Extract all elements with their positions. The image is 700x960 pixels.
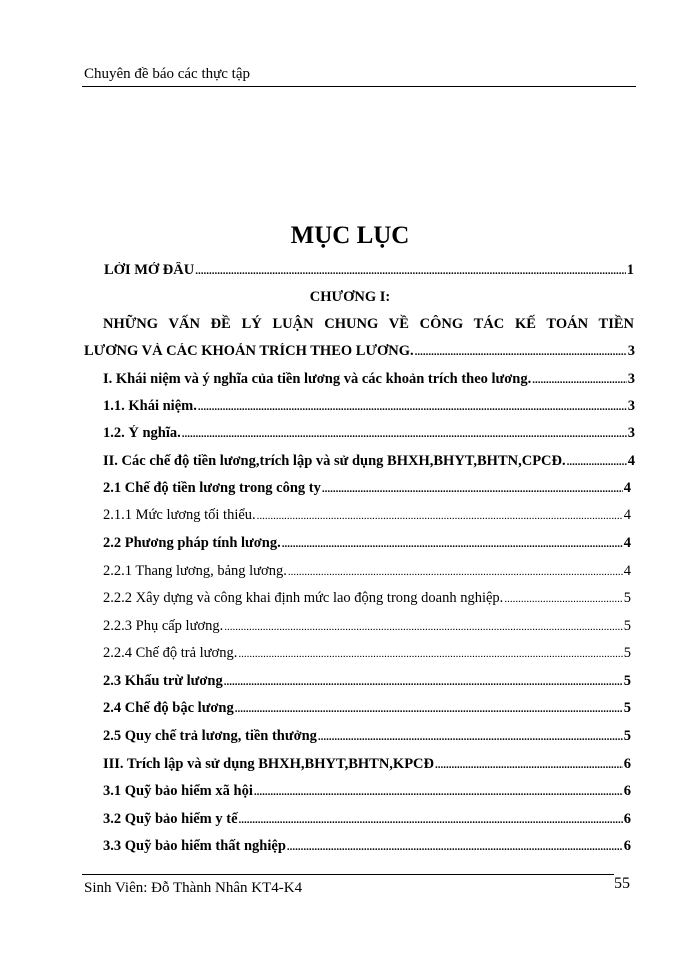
toc-entry-chapter-1[interactable]: [84, 343, 635, 360]
toc-entry-page: 3: [627, 343, 635, 359]
toc-entry-2-1-1[interactable]: [103, 507, 631, 524]
toc-entry-page: 3: [627, 425, 635, 441]
dot-leader: [224, 676, 623, 688]
toc-entry-section-III[interactable]: [103, 756, 631, 773]
toc-entry-page: 3: [627, 398, 635, 414]
dot-leader: [415, 346, 627, 358]
dot-leader: [257, 510, 623, 522]
footer-rule: [82, 874, 614, 875]
dot-leader: [224, 621, 623, 633]
toc-entry-label: 2.1 Chế độ tiền lương trong công ty: [103, 480, 321, 496]
toc-entry-1-2[interactable]: [103, 425, 635, 442]
toc-entry-2-2-4[interactable]: [103, 645, 631, 662]
toc-entry-page: 6: [623, 811, 631, 827]
page-title: MỤC LỤC: [290, 222, 410, 249]
dot-leader: [435, 759, 623, 771]
toc-entry-page: 5: [623, 645, 631, 661]
toc-entry-label: 2.2.2 Xây dựng và công khai định mức lao động trong doanh nghiệp.: [103, 590, 504, 606]
toc-entry-3-3[interactable]: [103, 838, 631, 855]
toc-entry-label: I. Khái niệm và ý nghĩa của tiền lương và các khoản trích theo lương.: [103, 371, 532, 387]
toc-entry-label: 1.1. Khái niệm.: [103, 398, 197, 414]
chapter-label: CHƯƠNG I:: [309, 289, 391, 305]
dot-leader: [195, 265, 626, 277]
toc-entry-page: 5: [623, 590, 631, 606]
toc-entry-page: 5: [623, 673, 631, 689]
toc-entry-page: 4: [623, 480, 631, 496]
toc-entry-label: LƯƠNG VÀ CÁC KHOẢN TRÍCH THEO LƯƠNG.: [84, 343, 414, 359]
dot-leader: [504, 593, 622, 605]
toc-entry-label: 2.3 Khấu trừ lương: [103, 673, 223, 689]
dot-leader: [238, 648, 622, 660]
toc-entry-page: 6: [623, 756, 631, 772]
chapter-title-line1: NHỮNG VẤN ĐỀ LÝ LUẬN CHUNG VỀ CÔNG TÁC KẾ TOÁN TIỀN: [103, 316, 634, 332]
toc-entry-page: 6: [623, 838, 631, 854]
dot-leader: [567, 456, 627, 468]
toc-entry-page: 6: [623, 783, 631, 799]
dot-leader: [288, 566, 623, 578]
toc-entry-page: 4: [623, 563, 631, 579]
dot-leader: [287, 841, 623, 853]
footer-page-number: 55: [614, 875, 630, 892]
dot-leader: [532, 374, 627, 386]
toc-entry-label: 2.2.3 Phụ cấp lương.: [103, 618, 224, 634]
header-rule: [82, 86, 636, 87]
toc-entry-section-I[interactable]: [103, 371, 635, 388]
toc-entry-label: 2.2.4 Chế độ trả lương.: [103, 645, 238, 661]
dot-leader: [182, 428, 627, 440]
toc-entry-page: 5: [623, 700, 631, 716]
toc-entry-label: 3.1 Quỹ bảo hiểm xã hội: [103, 783, 253, 799]
toc-entry-intro[interactable]: [104, 262, 634, 279]
toc-entry-label: 2.4 Chế độ bậc lương: [103, 700, 234, 716]
toc-entry-section-II[interactable]: [103, 453, 635, 470]
toc-entry-page: 5: [623, 728, 631, 744]
toc-entry-label: 3.2 Quỹ bảo hiểm y tế: [103, 811, 238, 827]
toc-entry-2-2-1[interactable]: [103, 563, 631, 580]
toc-entry-label: II. Các chế độ tiền lương,trích lập và sử dụng BHXH,BHYT,BHTN,CPCĐ.: [103, 453, 566, 469]
footer-student: Sinh Viên: Đỗ Thành Nhân KT4-K4: [84, 880, 303, 896]
dot-leader: [322, 483, 623, 495]
toc-entry-label: 2.5 Quy chế trả lương, tiền thưởng: [103, 728, 317, 744]
toc-entry-3-1[interactable]: [103, 783, 631, 800]
toc-entry-page: 4: [627, 453, 635, 469]
toc-entry-page: 5: [623, 618, 631, 634]
toc-entry-page: 1: [626, 262, 634, 278]
toc-entry-page: 3: [627, 371, 635, 387]
toc-entry-2-1[interactable]: [103, 480, 631, 497]
toc-entry-label: LỜI MỞ ĐẦU: [104, 262, 195, 278]
toc-entry-label: III. Trích lập và sử dụng BHXH,BHYT,BHTN,KPCĐ: [103, 756, 434, 772]
toc-entry-page: 4: [623, 507, 631, 523]
toc-entry-label: 3.3 Quỹ bảo hiểm thất nghiệp: [103, 838, 286, 854]
dot-leader: [254, 786, 623, 798]
toc-entry-label: 2.2 Phương pháp tính lương.: [103, 535, 281, 551]
dot-leader: [282, 538, 623, 550]
toc-entry-2-3[interactable]: [103, 673, 631, 690]
toc-entry-2-2[interactable]: [103, 535, 631, 552]
toc-entry-1-1[interactable]: [103, 398, 635, 415]
running-header: Chuyên đề báo các thực tập: [84, 66, 250, 82]
dot-leader: [235, 703, 623, 715]
toc-entry-label: 1.2. Ý nghĩa.: [103, 425, 181, 441]
toc-entry-page: 4: [623, 535, 631, 551]
toc-entry-label: 2.1.1 Mức lương tối thiểu.: [103, 507, 256, 523]
dot-leader: [318, 731, 623, 743]
toc-entry-2-4[interactable]: [103, 700, 631, 717]
dot-leader: [239, 814, 623, 826]
toc-entry-2-2-3[interactable]: [103, 618, 631, 635]
toc-entry-3-2[interactable]: [103, 811, 631, 828]
toc-entry-label: 2.2.1 Thang lương, bảng lương.: [103, 563, 287, 579]
dot-leader: [198, 401, 627, 413]
toc-entry-2-2-2[interactable]: [103, 590, 631, 607]
toc-entry-2-5[interactable]: [103, 728, 631, 745]
